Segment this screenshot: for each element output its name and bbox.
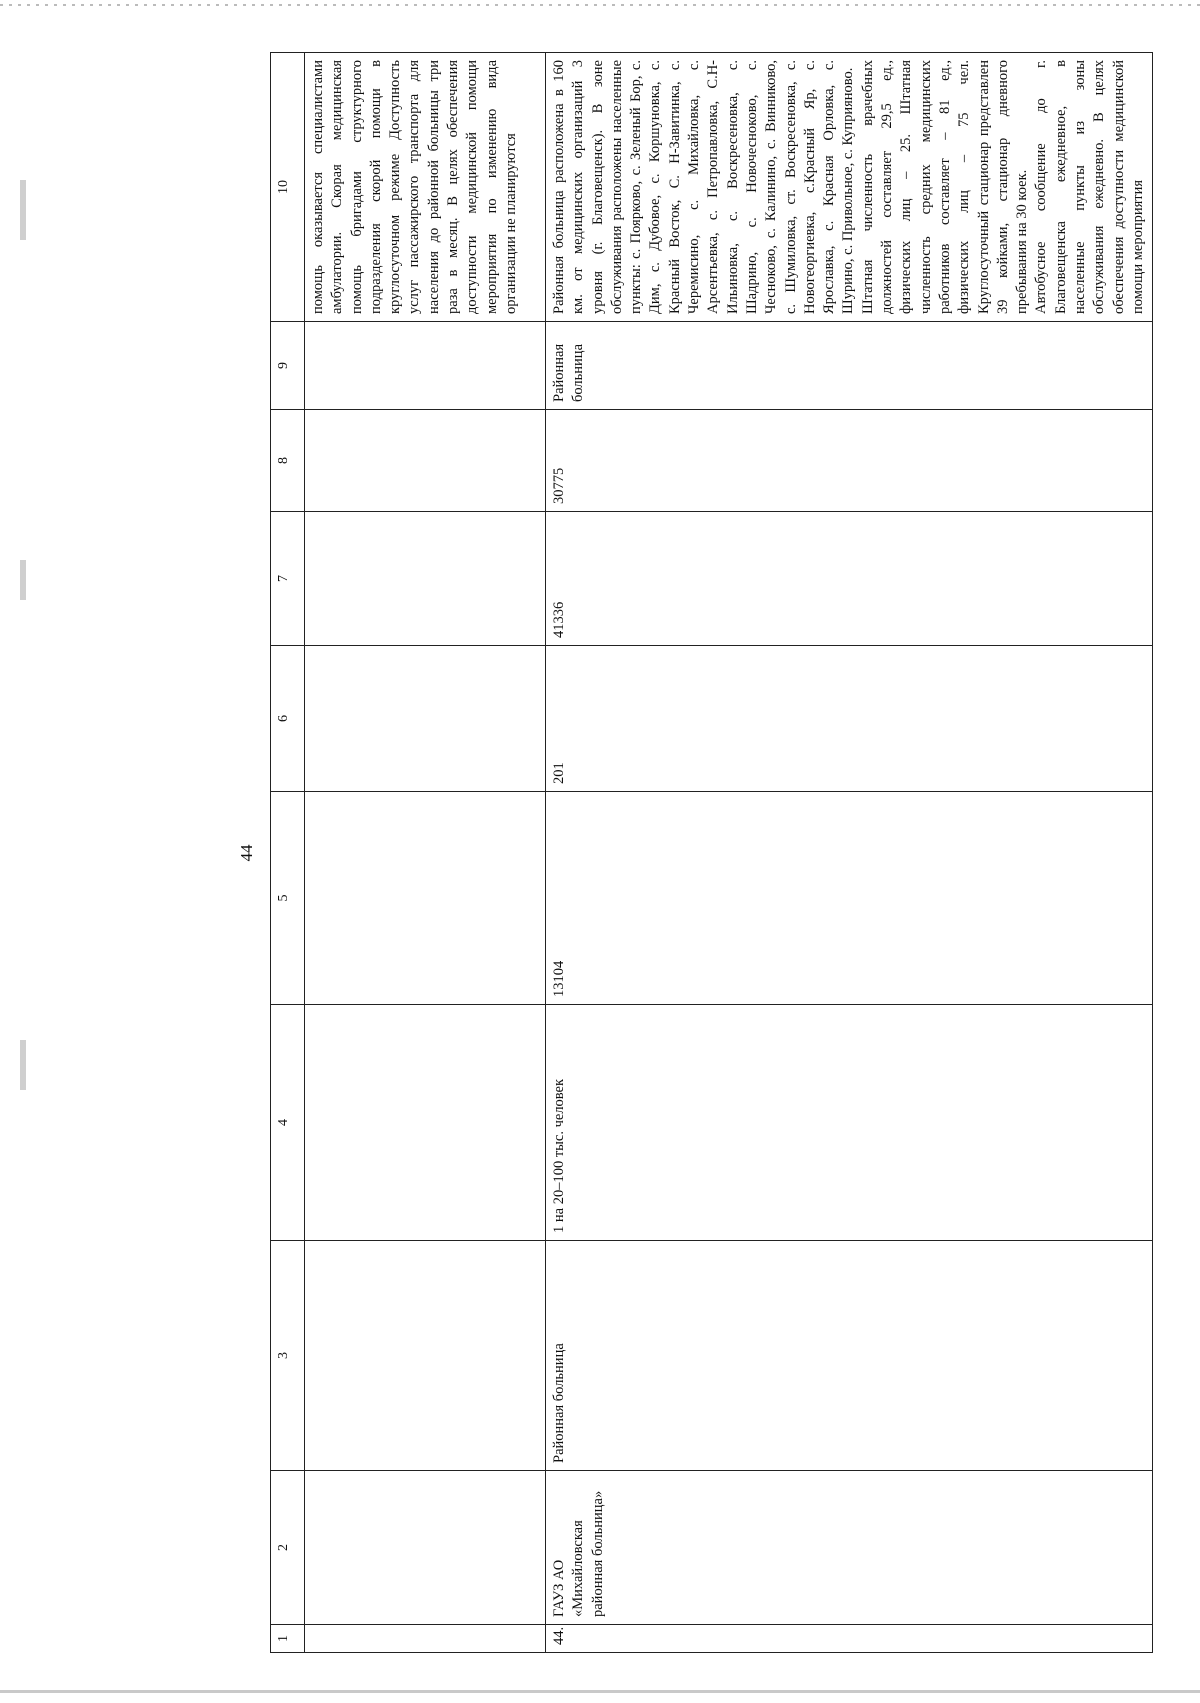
table-cell-type: Районная больница	[546, 322, 1153, 410]
column-header: 3	[271, 1241, 305, 1471]
scan-artifact	[20, 560, 26, 600]
table-row	[546, 53, 1153, 1653]
column-header: 8	[271, 410, 305, 512]
description-paragraph: Автобусное сообщение до г. Благовещенска ежедневное, в населенные пункты из зоны обслуживания ежедневно. В целях обеспечения доступности медицинской помощи мероприятия	[1033, 60, 1146, 314]
table-cell	[305, 1241, 546, 1471]
column-header: 5	[271, 792, 305, 1005]
table-cell	[305, 1005, 546, 1241]
column-header: 1	[271, 1625, 305, 1653]
scan-artifact	[20, 180, 26, 240]
description-paragraph: Штатная численность врачебных должностей составляет 29,5 ед., физических лиц – 25. Штатная численность средних медицинских работников составляет – 81 ед., физических лиц – 75 чел. Круглосуточный стационар представлен 39 койками, стационар дневного пребывания на 30 коек.	[859, 60, 1031, 314]
rotated-landscape-content	[165, 53, 1200, 1653]
data-table	[270, 52, 1153, 1653]
table-cell-value: 201	[546, 646, 1153, 792]
column-header: 6	[271, 646, 305, 792]
table-cell-value: 41336	[546, 512, 1153, 646]
table-cell	[305, 792, 546, 1005]
organization-type: Районная больница	[546, 1241, 1153, 1471]
scan-edge-top	[0, 4, 1200, 6]
table-cell-value: 30775	[546, 410, 1153, 512]
column-header: 7	[271, 512, 305, 646]
column-header: 9	[271, 322, 305, 410]
description-paragraph: Районная больница расположена в 160 км. от медицинских организаций 3 уровня (г. Благовещенск). В зоне обслуживания расположены населенные пункты: с. Поярково, с. Зеленый Бор, с. Дим, с. Дубовое, с. Коршуновка, с. Красный Восток, С. Н-Завитинка, с. Черемисино, с. Михайловка, с. Арсентьевка, с. Петропавловка, С.Н-Ильиновка, с. Воскресеновка, с. Шадрино, с. Новочесноково, с. Чесноково, с. Калинино, с. Винниково, с. Шумиловка, ст. Воскресеновка, с. Новогеоргиевка, с.Красный Яр, с. Ярославка, с. Красная Орловка, с. Шурино, с. Привольное, с. Куприяново.	[551, 60, 857, 314]
scan-edge-bottom	[0, 1690, 1200, 1693]
table-row-continuation	[305, 53, 546, 1653]
row-number: 44.	[546, 1625, 1153, 1653]
table-cell	[305, 1625, 546, 1653]
table-header-row	[271, 53, 305, 1653]
table-cell	[305, 322, 546, 410]
column-header: 2	[271, 1471, 305, 1625]
table-cell	[305, 512, 546, 646]
table-cell	[305, 1471, 546, 1625]
coverage-norm: 1 на 20–100 тыс. человек	[546, 1005, 1153, 1241]
column-header: 4	[271, 1005, 305, 1241]
table-cell-description	[546, 53, 1153, 322]
table-cell	[305, 410, 546, 512]
column-header: 10	[271, 53, 305, 322]
organization-name: ГАУЗ АО «Михайловская районная больница»	[546, 1471, 1153, 1625]
table-cell	[305, 646, 546, 792]
scan-artifact	[20, 1040, 26, 1090]
table-cell-description: помощь оказывается специалистами амбулатории. Скорая медицинская помощь бригадами структурного подразделения скорой помощи в круглосуточном режиме Доступность услуг пассажирского транспорта для населения до районной больницы три раза в месяц. В целях обеспечения доступности медицинской помощи мероприятия по изменению вида организации не планируются	[305, 53, 546, 322]
table-cell-value: 13104	[546, 792, 1153, 1005]
page-number: 44	[237, 844, 256, 862]
